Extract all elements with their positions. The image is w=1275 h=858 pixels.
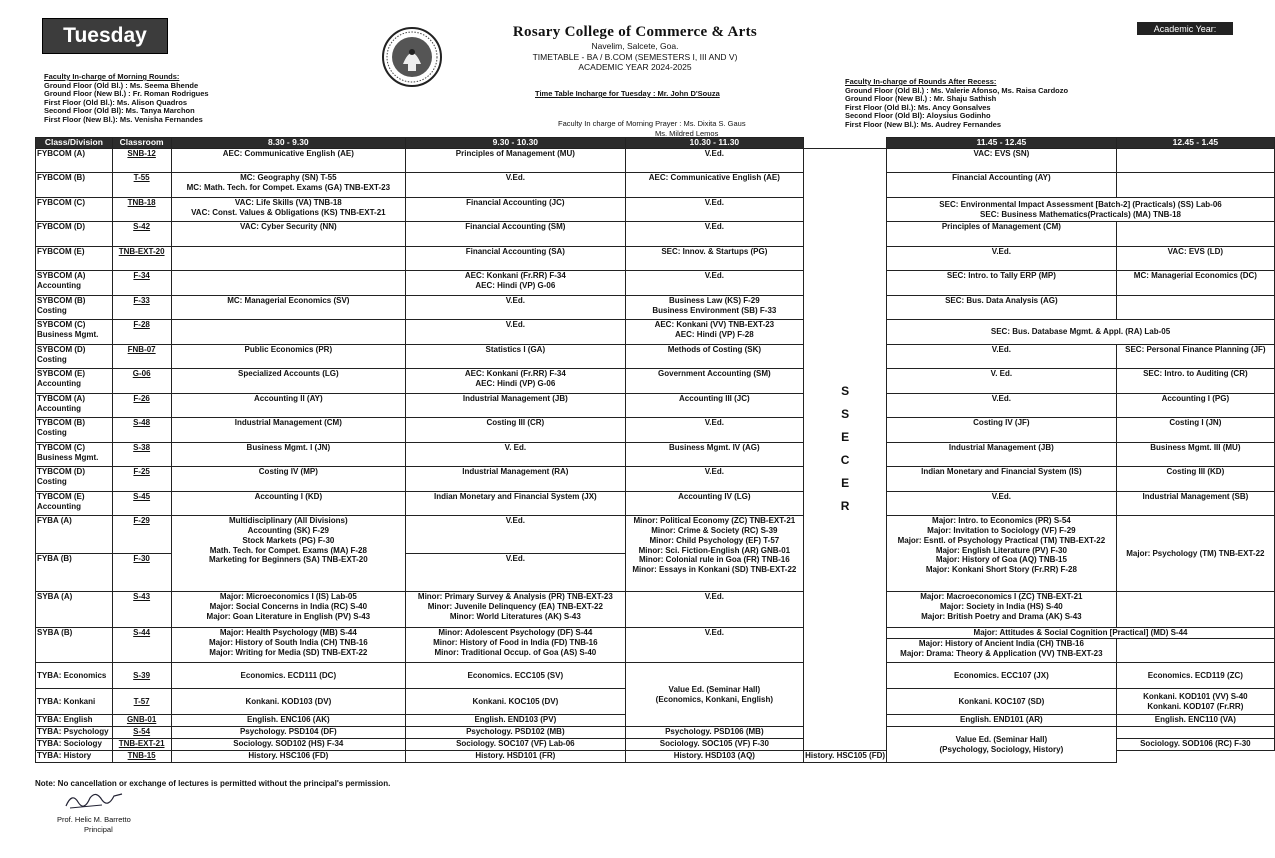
- rounds-line: Second Floor (Old Bl): Ms. Tanya Marchon: [44, 106, 195, 116]
- period-4-cell: V.Ed.: [887, 491, 1117, 516]
- recess-label: [805, 380, 885, 518]
- period-5-cell: Business Mgmt. III (MU): [1116, 442, 1274, 467]
- fyba-minor-cell: Minor: Political Economy (ZC) TNB-EXT-21 Minor: Crime & Society (RC) S-39 Minor: Child Psychology (EF) T-57 Minor: Sci. Fiction-English (AR) GNB-01 Minor: Colonial rule in Goa (FR) TNB-16 Minor: Essays in Konkani (SD) TNB-EXT-22: [625, 516, 804, 592]
- period-5-cell: [1116, 295, 1274, 320]
- recess-letter: C: [840, 453, 850, 468]
- period-2-cell: AEC: Konkani (Fr.RR) F-34 AEC: Hindi (VP) G-06: [406, 271, 625, 296]
- class-division: SYBCOM (E) Accounting: [36, 369, 113, 394]
- period-3-cell: V.Ed.: [625, 197, 804, 222]
- classroom: F-26: [112, 393, 171, 418]
- period-3-cell: Sociology. SOC105 (VF) F-30: [625, 739, 804, 751]
- recess-rounds: [845, 78, 1068, 130]
- table-row: [36, 592, 1275, 628]
- period-2-cell: V.Ed.: [406, 173, 625, 198]
- period-2-cell: Indian Monetary and Financial System (JX): [406, 491, 625, 516]
- period-5-cell: Konkani. KOD101 (VV) S-40 Konkani. KOD107 (Fr.RR): [1116, 689, 1274, 715]
- class-division: FYBA (A): [36, 516, 113, 554]
- period-1-cell: VAC: Life Skills (VA) TNB-18 VAC: Const. Values & Obligations (KS) TNB-EXT-21: [171, 197, 406, 222]
- period-2-cell: Costing III (CR): [406, 418, 625, 443]
- fyba-major-cell: Major: Intro. to Economics (PR) S-54 Major: Invitation to Sociology (VF) F-29 Major: Esntl. of Psychology Practical (TM) TNB-EXT-22 Major: English Literature (PV) F-30 Major: History of Goa (AQ) TNB-15 Major: Konkani Short Story (Fr.RR) F-28: [887, 516, 1117, 592]
- class-division: TYBCOM (C) Business Mgmt.: [36, 442, 113, 467]
- period-1-cell: [171, 320, 406, 345]
- table-row: [36, 271, 1275, 296]
- recess-letter: S: [841, 384, 850, 399]
- period-2-cell: V.Ed.: [406, 554, 625, 592]
- period-2-cell: V. Ed.: [406, 442, 625, 467]
- class-division: SYBA (B): [36, 628, 113, 663]
- table-row: [36, 442, 1275, 467]
- period-4-cell: Major: History of Ancient India (CH) TNB-16 Major: Drama: Theory & Application (VV) TNB-EXT-23: [887, 639, 1117, 663]
- period-5-cell: [1116, 592, 1274, 628]
- academic-year: ACADEMIC YEAR 2024-2025: [578, 62, 692, 72]
- period-5-cell: MC: Managerial Economics (DC): [1116, 271, 1274, 296]
- timetable: [35, 137, 1275, 763]
- recess-column: [804, 148, 887, 750]
- period-1-cell: Konkani. KOD103 (DV): [171, 689, 406, 715]
- classroom: S-45: [112, 491, 171, 516]
- table-row: [36, 516, 1275, 554]
- period-4-cell: V.Ed.: [887, 393, 1117, 418]
- period-1-cell: Industrial Management (CM): [171, 418, 406, 443]
- class-division: TYBA: Economics: [36, 663, 113, 689]
- classroom: F-25: [112, 467, 171, 492]
- period-4-cell: VAC: EVS (SN): [887, 148, 1117, 173]
- period-1-cell: MC: Managerial Economics (SV): [171, 295, 406, 320]
- period-2-cell: Psychology. PSD102 (MB): [406, 727, 625, 739]
- classroom: F-29: [112, 516, 171, 554]
- period-3-cell: V.Ed.: [625, 222, 804, 247]
- header-classroom: Classroom: [112, 138, 171, 149]
- class-division: FYBCOM (E): [36, 246, 113, 271]
- class-division: SYBCOM (B) Costing: [36, 295, 113, 320]
- period-4-cell: Costing IV (JF): [887, 418, 1117, 443]
- period-1-cell: Psychology. PSD104 (DF): [171, 727, 406, 739]
- classroom: S-48: [112, 418, 171, 443]
- rounds-line: Second Floor (Old Bl): Aloysius Godinho: [845, 111, 991, 121]
- day-badge: Tuesday: [42, 18, 168, 54]
- recess-letter: R: [840, 499, 850, 514]
- period-4-5-merged-cell: SEC: Environmental Impact Assessment [Batch-2] (Practicals) (SS) Lab-06 SEC: Business Mathematics(Practicals) (MA) TNB-18: [887, 197, 1275, 222]
- period-3-cell: V.Ed.: [625, 592, 804, 628]
- principal-signature: [62, 788, 132, 812]
- rounds-line: Ground Floor (Old Bl.) : Ms. Seema Bhende: [44, 80, 199, 90]
- period-4-cell: Financial Accounting (AY): [887, 173, 1117, 198]
- period-5-cell: [1116, 222, 1274, 247]
- period-3-cell: AEC: Communicative English (AE): [625, 173, 804, 198]
- class-division: SYBCOM (C) Business Mgmt.: [36, 320, 113, 345]
- period-2-cell: English. END103 (PV): [406, 715, 625, 727]
- classroom: F-28: [112, 320, 171, 345]
- rounds-line: First Floor (New Bl.): Ms. Venisha Fernandes: [44, 114, 203, 124]
- class-division: SYBA (A): [36, 592, 113, 628]
- period-3-cell: History. HSD103 (AQ): [625, 751, 804, 763]
- table-row: [36, 246, 1275, 271]
- classroom: TNB-18: [112, 197, 171, 222]
- classroom: T-57: [112, 689, 171, 715]
- period-2-cell: Financial Accounting (SM): [406, 222, 625, 247]
- period-1-cell: Major: Microeconomics I (IS) Lab-05 Major: Social Concerns in India (RC) S-40 Major: Goan Literature in English (PV) S-43: [171, 592, 406, 628]
- period-4-cell: Economics. ECC107 (JX): [887, 663, 1117, 689]
- period-5-cell: [1116, 148, 1274, 173]
- principal-title: Principal: [84, 825, 113, 834]
- classroom: GNB-01: [112, 715, 171, 727]
- class-division: TYBCOM (D) Costing: [36, 467, 113, 492]
- college-header: [460, 24, 810, 73]
- period-3-cell: V.Ed.: [625, 467, 804, 492]
- period-3-cell: V.Ed.: [625, 148, 804, 173]
- period-5-cell: Costing III (KD): [1116, 467, 1274, 492]
- period-4-cell: Principles of Management (CM): [887, 222, 1117, 247]
- value-ed-cell: Value Ed. (Seminar Hall) (Psychology, Sociology, History): [887, 727, 1117, 763]
- note: Note: No cancellation or exchange of lectures is permitted without the principal's permission.: [35, 779, 391, 788]
- period-1-cell: Sociology. SOD102 (HS) F-34: [171, 739, 406, 751]
- period-3-cell: Psychology. PSD106 (MB): [625, 727, 804, 739]
- morning-rounds-heading: Faculty In-charge of Morning Rounds:: [44, 72, 180, 81]
- header-period-5: 12.45 - 1.45: [1116, 138, 1274, 149]
- classroom: G-06: [112, 369, 171, 394]
- class-division: TYBCOM (A) Accounting: [36, 393, 113, 418]
- period-1-cell: Accounting II (AY): [171, 393, 406, 418]
- period-3-cell: V.Ed.: [625, 271, 804, 296]
- class-division: FYBCOM (C): [36, 197, 113, 222]
- period-2-cell: Statistics I (GA): [406, 344, 625, 369]
- college-address: Navelim, Salcete, Goa.: [591, 41, 679, 51]
- classroom: S-39: [112, 663, 171, 689]
- table-row: [36, 222, 1275, 247]
- period-3-cell: SEC: Innov. & Startups (PG): [625, 246, 804, 271]
- table-row: [36, 393, 1275, 418]
- period-4-cell: V. Ed.: [887, 369, 1117, 394]
- period-5-cell: [1116, 639, 1274, 663]
- period-4-cell: SEC: Intro. to Tally ERP (MP): [887, 271, 1117, 296]
- period-5-cell: Sociology. SOD106 (RC) F-30: [1116, 739, 1274, 751]
- period-2-cell: Financial Accounting (SA): [406, 246, 625, 271]
- period-2-cell: Konkani. KOC105 (DV): [406, 689, 625, 715]
- period-3-cell: AEC: Konkani (VV) TNB-EXT-23 AEC: Hindi (VP) F-28: [625, 320, 804, 345]
- period-3-cell: Accounting III (JC): [625, 393, 804, 418]
- class-division: FYBCOM (A): [36, 148, 113, 173]
- period-2-cell: AEC: Konkani (Fr.RR) F-34 AEC: Hindi (VP) G-06: [406, 369, 625, 394]
- principal-block: [57, 815, 131, 835]
- period-5-cell: [1116, 727, 1274, 739]
- class-division: TYBA: History: [36, 751, 113, 763]
- period-3-cell: Accounting IV (LG): [625, 491, 804, 516]
- table-row: [36, 197, 1275, 222]
- period-5-cell: [1116, 173, 1274, 198]
- rounds-line: Ground Floor (Old Bl.) : Ms. Valerie Afonso, Ms. Raisa Cardozo: [845, 85, 1069, 95]
- classroom: S-38: [112, 442, 171, 467]
- college-name: Rosary College of Commerce & Arts: [512, 24, 758, 40]
- period-5-cell: Industrial Management (SB): [1116, 491, 1274, 516]
- period-3-cell: Business Mgmt. IV (AG): [625, 442, 804, 467]
- class-division: TYBCOM (B) Costing: [36, 418, 113, 443]
- class-division: FYBCOM (D): [36, 222, 113, 247]
- period-3-cell: Methods of Costing (SK): [625, 344, 804, 369]
- class-division: TYBA: Psychology: [36, 727, 113, 739]
- period-5-cell: English. ENC110 (VA): [1116, 715, 1274, 727]
- classroom: SNB-12: [112, 148, 171, 173]
- period-4-cell: English. END101 (AR): [887, 715, 1117, 727]
- header-period-4: 11.45 - 12.45: [887, 138, 1117, 149]
- period-1-cell: VAC: Cyber Security (NN): [171, 222, 406, 247]
- class-division: TYBCOM (E) Accounting: [36, 491, 113, 516]
- value-ed-cell: Value Ed. (Seminar Hall) (Economics, Konkani, English): [625, 663, 804, 727]
- period-1-cell: Public Economics (PR): [171, 344, 406, 369]
- header-period-3: 10.30 - 11.30: [625, 138, 804, 149]
- table-row: [36, 148, 1275, 173]
- classroom: S-43: [112, 592, 171, 628]
- period-2-cell: History. HSD101 (FR): [406, 751, 625, 763]
- class-division: TYBA: Sociology: [36, 739, 113, 751]
- classroom: S-42: [112, 222, 171, 247]
- period-1-cell: Costing IV (MP): [171, 467, 406, 492]
- period-1-cell: Accounting I (KD): [171, 491, 406, 516]
- prayer-line: Ms. Mildred Lemos: [655, 128, 719, 138]
- principal-name: Prof. Helic M. Barretto: [57, 815, 131, 824]
- fyba-psychology-cell: Major: Psychology (TM) TNB-EXT-22: [1116, 516, 1274, 592]
- fyba-multidisciplinary-cell: Multidisciplinary (All Divisions) Accounting (SK) F-29 Stock Markets (PG) F-30 Math. Tech. for Compet. Exams (MA) F-28 Marketing for Beginners (SA) TNB-EXT-20: [171, 516, 406, 592]
- table-row: [36, 467, 1275, 492]
- recess-letter: S: [841, 407, 850, 422]
- period-4-5-merged-cell: SEC: Bus. Database Mgmt. & Appl. (RA) Lab-05: [887, 320, 1275, 345]
- table-row: [36, 418, 1275, 443]
- period-2-cell: Economics. ECC105 (SV): [406, 663, 625, 689]
- period-2-cell: Principles of Management (MU): [406, 148, 625, 173]
- period-1-cell: History. HSC106 (FD): [171, 751, 406, 763]
- table-row: [36, 369, 1275, 394]
- class-division: SYBCOM (A) Accounting: [36, 271, 113, 296]
- period-1-cell: [171, 271, 406, 296]
- classroom: F-30: [112, 554, 171, 592]
- rounds-line: First Floor (New Bl.): Ms. Audrey Fernandes: [845, 119, 1001, 129]
- table-row: [36, 173, 1275, 198]
- period-1-cell: Specialized Accounts (LG): [171, 369, 406, 394]
- period-3-cell: Business Law (KS) F-29 Business Environment (SB) F-33: [625, 295, 804, 320]
- class-division: TYBA: English: [36, 715, 113, 727]
- period-3-cell: Government Accounting (SM): [625, 369, 804, 394]
- period-5-cell: Accounting I (PG): [1116, 393, 1274, 418]
- period-1-cell: Business Mgmt. I (JN): [171, 442, 406, 467]
- rounds-line: First Floor (Old Bl.): Ms. Alison Quadros: [44, 97, 188, 107]
- period-4-cell: SEC: Bus. Data Analysis (AG): [887, 295, 1117, 320]
- period-4-cell: Indian Monetary and Financial System (IS): [887, 467, 1117, 492]
- period-4-cell: Major: Macroeconomics I (ZC) TNB-EXT-21 Major: Society in India (HS) S-40 Major: British Poetry and Drama (AK) S-43: [887, 592, 1117, 628]
- classroom: TNB-EXT-20: [112, 246, 171, 271]
- header-class-division: Class/Division: [36, 138, 113, 149]
- period-1-cell: AEC: Communicative English (AE): [171, 148, 406, 173]
- period-5-cell: History. HSC105 (FD): [804, 751, 887, 763]
- college-emblem-logo: [381, 26, 443, 88]
- academic-year-badge: Academic Year:: [1137, 22, 1233, 35]
- classroom: S-54: [112, 727, 171, 739]
- period-1-cell: [171, 246, 406, 271]
- period-2-cell: Industrial Management (JB): [406, 393, 625, 418]
- table-row: [36, 320, 1275, 345]
- period-5-cell: SEC: Intro. to Auditing (CR): [1116, 369, 1274, 394]
- classroom: S-44: [112, 628, 171, 663]
- period-2-cell: Minor: Adolescent Psychology (DF) S-44 Minor: History of Food in India (FD) TNB-16 Minor: Traditional Occup. of Goa (AS) S-40: [406, 628, 625, 663]
- classroom: T-55: [112, 173, 171, 198]
- period-4-cell: V.Ed.: [887, 246, 1117, 271]
- header-period-1: 8.30 - 9.30: [171, 138, 406, 149]
- morning-rounds: [44, 73, 209, 125]
- table-row: [36, 727, 1275, 739]
- period-4-cell: Industrial Management (JB): [887, 442, 1117, 467]
- table-row: [36, 491, 1275, 516]
- period-1-cell: English. ENC106 (AK): [171, 715, 406, 727]
- period-2-cell: Minor: Primary Survey & Analysis (PR) TNB-EXT-23 Minor: Juvenile Delinquency (EA) TNB-EXT-22 Minor: World Literatures (AK) S-43: [406, 592, 625, 628]
- rounds-line: Ground Floor (New Bl.) : Fr. Roman Rodrigues: [44, 89, 209, 99]
- header-recess-gap: [804, 138, 887, 149]
- table-row: [36, 663, 1275, 689]
- prayer-line: Faculty In charge of Morning Prayer : Ms. Dixita S. Gaus: [558, 119, 746, 128]
- timetable-title: TIMETABLE - BA / B.COM (SEMESTERS I, III AND V): [532, 51, 738, 62]
- prayer-incharge: [558, 119, 746, 138]
- classroom: TNB-15: [112, 751, 171, 763]
- period-5-cell: VAC: EVS (LD): [1116, 246, 1274, 271]
- rounds-line: First Floor (Old Bl.): Ms. Ancy Gonsalves: [845, 102, 991, 112]
- period-1-cell: Economics. ECD111 (DC): [171, 663, 406, 689]
- period-3-cell: V.Ed.: [625, 418, 804, 443]
- class-division: SYBCOM (D) Costing: [36, 344, 113, 369]
- rounds-line: Ground Floor (New Bl.) : Mr. Shaju Sathish: [845, 94, 997, 104]
- period-4-cell: Konkani. KOC107 (SD): [887, 689, 1117, 715]
- period-5-cell: SEC: Personal Finance Planning (JF): [1116, 344, 1274, 369]
- table-row: [36, 628, 1275, 639]
- period-1-cell: MC: Geography (SN) T-55 MC: Math. Tech. for Compet. Exams (GA) TNB-EXT-23: [171, 173, 406, 198]
- period-2-cell: V.Ed.: [406, 320, 625, 345]
- recess-letter: E: [841, 430, 850, 445]
- period-2-cell: Industrial Management (RA): [406, 467, 625, 492]
- period-2-cell: V.Ed.: [406, 295, 625, 320]
- period-4-5-merged-cell: Major: Attitudes & Social Cognition [Practical] (MD) S-44: [887, 628, 1275, 639]
- recess-rounds-heading: Faculty In-charge of Rounds After Recess:: [845, 77, 997, 86]
- classroom: FNB-07: [112, 344, 171, 369]
- header-row: [36, 138, 1275, 149]
- period-5-cell: Economics. ECD119 (ZC): [1116, 663, 1274, 689]
- period-2-cell: V.Ed.: [406, 516, 625, 554]
- classroom: F-33: [112, 295, 171, 320]
- period-2-cell: Sociology. SOC107 (VF) Lab-06: [406, 739, 625, 751]
- classroom: TNB-EXT-21: [112, 739, 171, 751]
- period-3-cell: V.Ed.: [625, 628, 804, 663]
- timetable-incharge: Time Table Incharge for Tuesday : Mr. John D'Souza: [535, 89, 720, 98]
- class-division: FYBCOM (B): [36, 173, 113, 198]
- recess-letter: E: [841, 476, 850, 491]
- table-row: [36, 344, 1275, 369]
- classroom: F-34: [112, 271, 171, 296]
- header-period-2: 9.30 - 10.30: [406, 138, 625, 149]
- period-4-cell: V.Ed.: [887, 344, 1117, 369]
- class-division: FYBA (B): [36, 554, 113, 592]
- period-1-cell: Major: Health Psychology (MB) S-44 Major: History of South India (CH) TNB-16 Major: Writing for Media (SD) TNB-EXT-22: [171, 628, 406, 663]
- period-5-cell: Costing I (JN): [1116, 418, 1274, 443]
- table-row: [36, 295, 1275, 320]
- period-2-cell: Financial Accounting (JC): [406, 197, 625, 222]
- class-division: TYBA: Konkani: [36, 689, 113, 715]
